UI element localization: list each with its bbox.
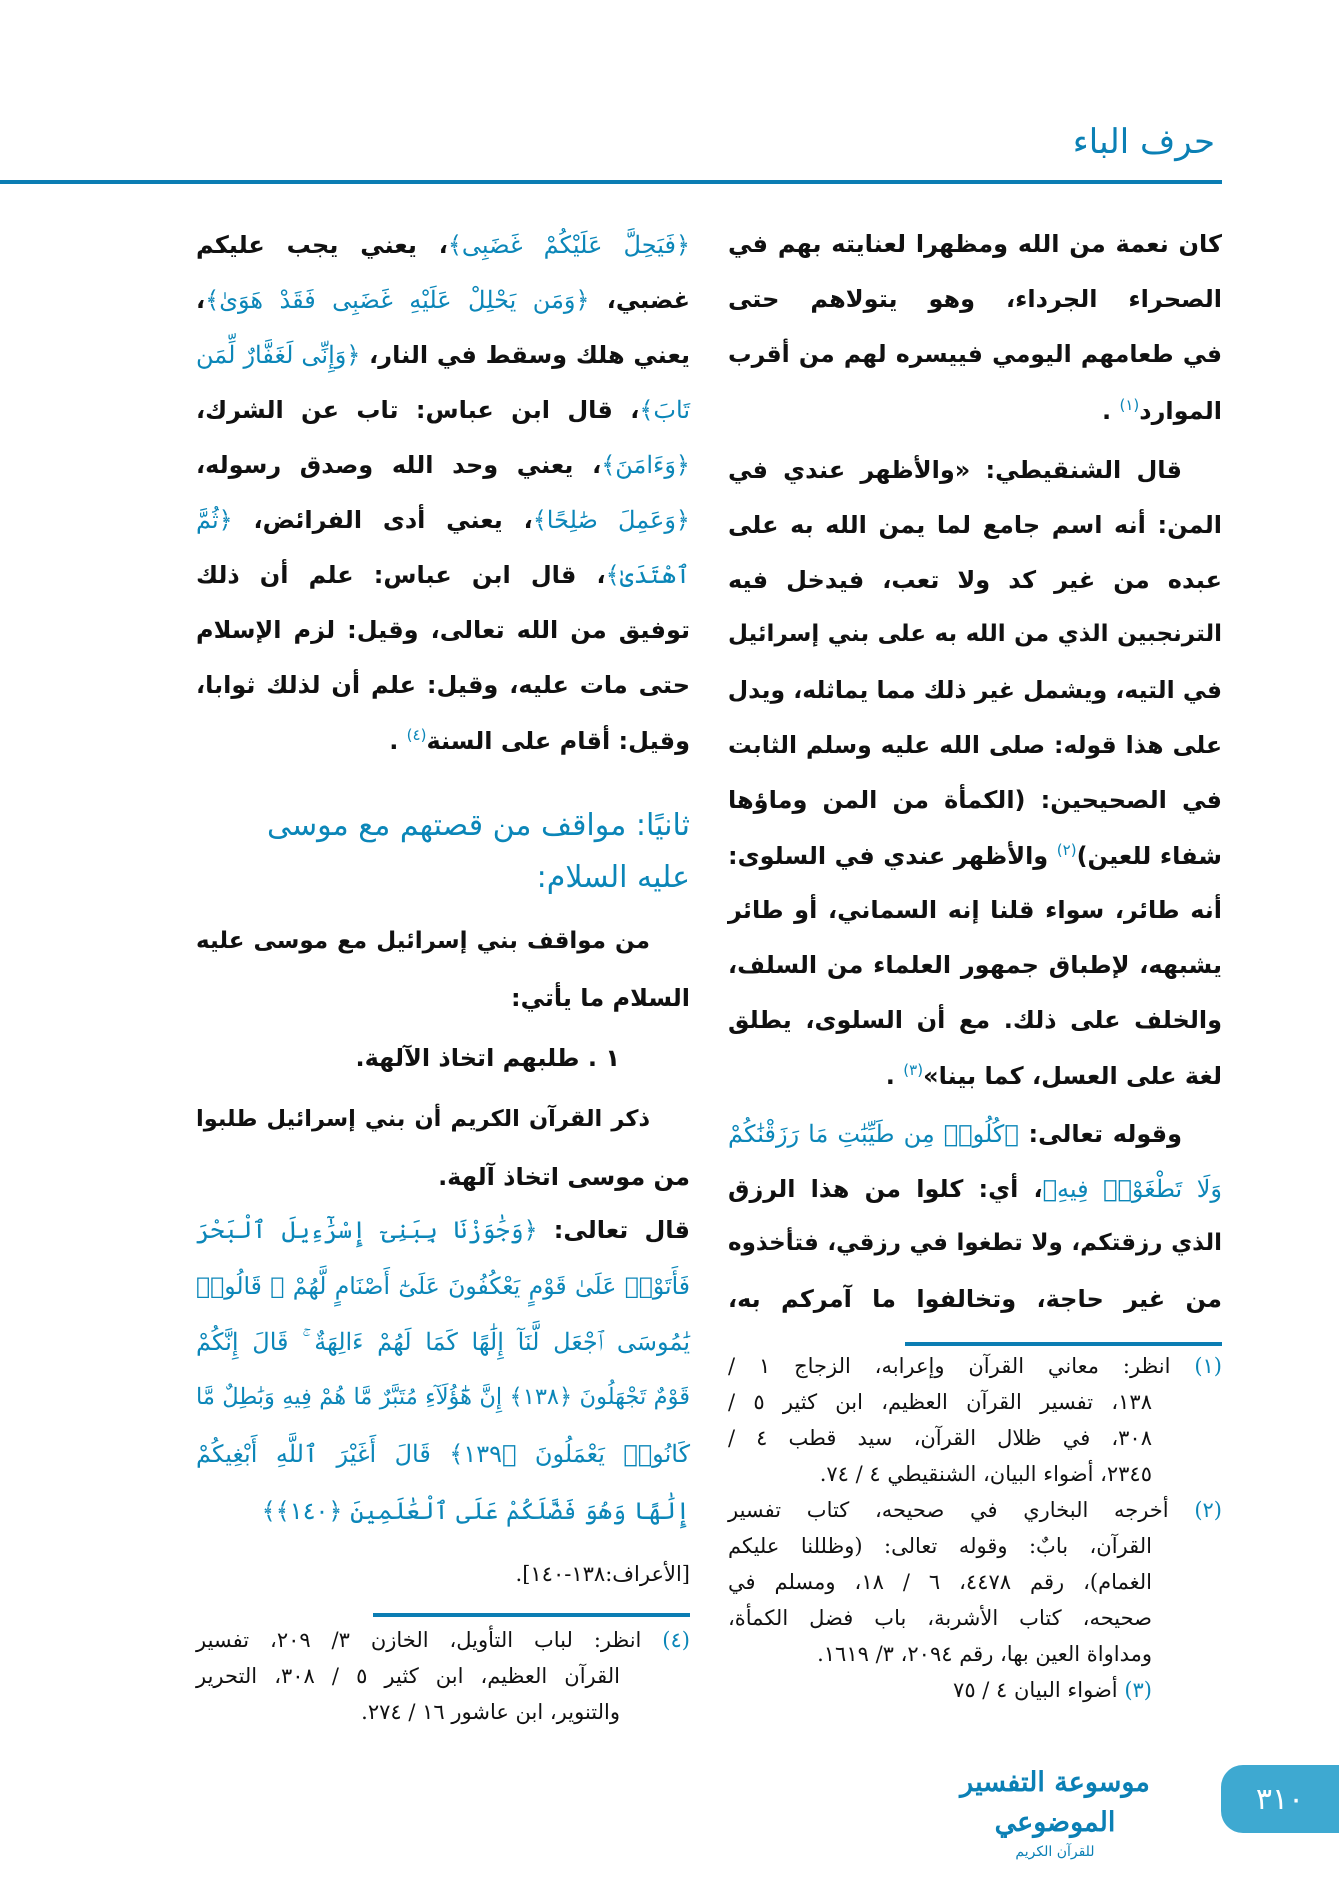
- text-line: [728, 1285, 1222, 1313]
- text-segment: المن: أنه اسم جامع لما يمن الله به على: [728, 511, 1222, 539]
- footnote-separator-left: [373, 1613, 690, 1617]
- footnote-ref[interactable]: (٢): [1056, 841, 1077, 859]
- text-segment: حتى مات عليه، وقيل: علم أن لذلك ثوابا،: [196, 671, 690, 699]
- text-segment: توفيق من الله تعالى، وقيل: لزم الإسلام: [196, 616, 690, 644]
- chapter-title: حرف الباء: [1072, 122, 1215, 162]
- quran-verse: ﴿فَيَحِلَّ عَلَيْكُمْ غَضَبِى﴾: [447, 231, 690, 259]
- quran-verse: ﴿وَإِنِّى لَغَفَّارٌ لِّمَن: [196, 341, 361, 369]
- text-segment: ،: [196, 286, 206, 314]
- footnote-ref[interactable]: (١): [1119, 396, 1140, 414]
- text-segment: قال الشنقيطي: «والأظهر عندي في: [728, 456, 1182, 484]
- text-segment: عبده من غير كد ولا تعب، فيدخل فيه: [728, 566, 1222, 594]
- text-line: [196, 1664, 690, 1688]
- text-segment: والخلف على ذلك. مع أن السلوى، يطلق: [728, 1006, 1222, 1034]
- text-segment: صحيحه، كتاب الأشربة، باب فضل الكمأة،: [728, 1606, 1152, 1630]
- text-segment: والأظهر عندي في السلوى:: [728, 842, 1057, 870]
- quran-verse: وَلَا تَطْغَوْا۟ فِيهِ﴾: [1042, 1175, 1222, 1203]
- text-line: [196, 616, 690, 644]
- text-segment: ، يعني يجب عليكم: [196, 231, 448, 259]
- quran-verse: ﴿وَعَمِلَ صَٰلِحًا﴾: [532, 506, 690, 534]
- text-line: [196, 808, 690, 843]
- footnote-number: (٤): [662, 1628, 690, 1652]
- text-line: [728, 1230, 1222, 1256]
- quran-verse: ﴿وَءَامَنَ﴾: [601, 451, 690, 479]
- text-line: [728, 1570, 1222, 1594]
- text-line: [728, 786, 1222, 814]
- text-line: [196, 1163, 690, 1191]
- text-segment: كان نعمة من الله ومظهرا لعنايته بهم في: [728, 230, 1222, 258]
- text-line: [196, 928, 690, 954]
- text-line: [728, 1120, 1222, 1148]
- text-line: [728, 511, 1222, 539]
- text-segment: في طعامهم اليومي فييسره لهم من أقرب: [728, 340, 1222, 368]
- text-line: [196, 1497, 690, 1525]
- heading-text: ثانيًا: مواقف من قصتهم مع موسى: [267, 808, 690, 843]
- text-line: [196, 1628, 690, 1652]
- text-segment: القرآن، بابٌ: وقوله تعالى: (وظللنا عليكم: [728, 1534, 1152, 1558]
- quran-verse: تَابَ﴾: [639, 396, 690, 424]
- text-segment: من غير حاجة، وتخالفوا ما آمركم به،: [728, 1285, 1222, 1313]
- text-line: [728, 676, 1222, 704]
- text-segment: القرآن العظيم، ابن كثير ٥ / ٣٠٨، التحرير: [196, 1664, 620, 1688]
- text-line: [196, 671, 690, 699]
- quran-verse: ﴿وَجَٰوَزْنَا بِبَنِىٓ إِسْرَٰٓءِيلَ ٱلْبَحْرَ: [196, 1216, 538, 1244]
- text-line: [196, 1272, 690, 1300]
- quran-verse: ﴿كُلُوا۟ مِن طَيِّبَٰتِ مَا رَزَقْنَٰكُمْ: [728, 1120, 1019, 1148]
- text-line: [728, 896, 1222, 924]
- text-line: [728, 1534, 1222, 1558]
- text-segment: ٣٠٨، في ظلال القرآن، سيد قطب ٤ /: [728, 1426, 1152, 1450]
- text-line: [728, 566, 1222, 594]
- heading-text: عليه السلام:: [536, 860, 690, 895]
- footnote-number: (٣): [1124, 1678, 1152, 1702]
- text-line: [728, 1426, 1222, 1450]
- text-segment: في الصحيحين: (الكمأة من المن وماؤها: [728, 786, 1222, 814]
- text-line: [728, 621, 1222, 647]
- text-line: [196, 1328, 690, 1356]
- surah-citation: [الأعراف:١٣٨-١٤٠].: [515, 1562, 690, 1586]
- text-line: [728, 841, 1222, 870]
- text-segment: ١ . طلبهم اتخاذ الآلهة.: [355, 1044, 620, 1072]
- quran-verse: ﴿وَمَن يَحْلِلْ عَلَيْهِ غَضَبِى فَقَدْ هَوَىٰ﴾: [205, 286, 590, 314]
- quran-verse: قَوْمٌ تَجْهَلُونَ ﴿١٣٨﴾ إِنَّ هَٰٓؤُلَآءِ مُتَبَّرٌ مَّا هُمْ فِيهِ وَبَٰطِلٌ مَّا: [196, 1384, 690, 1410]
- text-segment: ١٣٨، تفسير القرآن العظيم، ابن كثير ٥ /: [728, 1390, 1152, 1414]
- footnote-number: (١): [1194, 1354, 1222, 1378]
- text-line: [728, 285, 1222, 313]
- text-segment: شفاء للعين): [1076, 842, 1222, 870]
- text-line: [196, 726, 690, 755]
- text-line: [728, 1642, 1222, 1666]
- text-line: [196, 1700, 690, 1724]
- text-line: [196, 341, 690, 369]
- text-segment: .: [885, 1062, 904, 1090]
- text-segment: السلام ما يأتي:: [511, 984, 690, 1012]
- text-segment: ، قال ابن عباس: علم أن ذلك: [196, 561, 606, 589]
- text-line: [728, 1498, 1222, 1522]
- text-segment: في التيه، ويشمل غير ذلك مما يماثله، ويدل: [727, 676, 1222, 704]
- text-line: [728, 1678, 1222, 1702]
- quran-verse: فَأَتَوْا۟ عَلَىٰ قَوْمٍ يَعْكُفُونَ عَلَىٰٓ أَصْنَامٍ لَّهُمْ ۚ قَالُوا۟: [196, 1272, 690, 1300]
- text-line: [728, 1606, 1222, 1630]
- text-line: [728, 230, 1222, 258]
- text-segment: الصحراء الجرداء، وهو يتولاهم حتى: [728, 285, 1222, 313]
- text-line: [196, 984, 690, 1012]
- text-line: [196, 506, 690, 534]
- text-segment: انظر: لباب التأويل، الخازن ٣/ ٢٠٩، تفسير: [196, 1628, 663, 1652]
- text-line: [196, 396, 690, 424]
- text-line: [728, 1390, 1222, 1414]
- text-line: [728, 951, 1222, 979]
- quran-verse: ﴿ثُمَّ: [196, 506, 233, 534]
- text-segment: ، قال ابن عباس: تاب عن الشرك،: [196, 396, 640, 424]
- text-segment: يعني هلك وسقط في النار،: [360, 341, 690, 369]
- text-segment: الترنجبين الذي من الله به على بني إسرائيل: [728, 621, 1222, 647]
- text-line: [196, 1440, 690, 1468]
- text-segment: الموارد: [1139, 397, 1222, 425]
- text-line: [196, 1106, 690, 1132]
- footnote-separator: [905, 1342, 1222, 1346]
- text-segment: أخرجه البخاري في صحيحه، كتاب تفسير: [728, 1498, 1195, 1522]
- text-line: [728, 1061, 1222, 1090]
- text-line: [728, 456, 1222, 484]
- text-line: [196, 231, 690, 259]
- logo-title: موسوعة التفسير الموضوعي: [960, 1767, 1150, 1838]
- text-segment: الذي رزقتكم، ولا تطغوا في رزقي، فتأخذوه: [728, 1230, 1222, 1256]
- right-column-body: [728, 0, 1222, 1340]
- text-segment: من موسى اتخاذ آلهة.: [438, 1163, 690, 1191]
- text-segment: على هذا قوله: صلى الله عليه وسلم الثابت: [728, 731, 1222, 759]
- text-line: [196, 1044, 690, 1072]
- footnote-ref[interactable]: (٣): [903, 1061, 924, 1079]
- text-line: [728, 340, 1222, 368]
- logo-subtitle: للقرآن الكريم: [1015, 1844, 1095, 1860]
- text-line: [728, 396, 1222, 425]
- page-number: ٣١٠: [1255, 1781, 1305, 1817]
- text-segment: والتنوير، ابن عاشور ١٦ / ٢٧٤.: [361, 1700, 620, 1724]
- text-line: [728, 1175, 1222, 1203]
- text-line: [196, 286, 690, 314]
- text-segment: الغمام)، رقم ٤٤٧٨، ٦ / ١٨، ومسلم في: [728, 1570, 1153, 1594]
- text-segment: ، يعني وحد الله وصدق رسوله،: [196, 451, 602, 479]
- quran-verse: يَٰمُوسَى ٱجْعَل لَّنَآ إِلَٰهًا كَمَا لَهُمْ ءَالِهَةٌ ۚ قَالَ إِنَّكُمْ: [196, 1328, 690, 1356]
- footnote-number: (٢): [1194, 1498, 1222, 1522]
- text-segment: ذكر القرآن الكريم أن بني إسرائيل طلبوا: [196, 1106, 650, 1132]
- text-segment: وقيل: أقام على السنة: [426, 727, 690, 755]
- text-segment: من مواقف بني إسرائيل مع موسى عليه: [196, 928, 650, 954]
- quran-verse: إِلَٰهًا وَهُوَ فَضَّلَكُمْ عَلَى ٱلْعَٰلَمِينَ ﴿١٤٠﴾﴾: [261, 1497, 690, 1525]
- text-segment: ، يعني أدى الفرائض،: [232, 506, 533, 534]
- quran-verse: كَانُوا۟ يَعْمَلُونَ ﴿١٣٩﴾ قَالَ أَغَيْرَ ٱللَّهِ أَبْغِيكُمْ: [196, 1440, 690, 1468]
- encyclopedia-logo: [930, 1763, 1180, 1861]
- text-segment: لغة على العسل، كما بينا»: [923, 1062, 1222, 1090]
- text-segment: ٢٣٤٥، أضواء البيان، الشنقيطي ٤ / ٧٤.: [819, 1462, 1152, 1486]
- text-line: [196, 1384, 690, 1410]
- text-segment: أنه طائر، سواء قلنا إنه السماني، أو طائر: [728, 896, 1222, 924]
- text-line: [196, 561, 690, 589]
- text-line: [196, 1216, 690, 1244]
- text-segment: غضبي،: [589, 286, 690, 314]
- text-segment: .: [389, 727, 407, 755]
- quran-verse: ٱهْتَدَىٰ﴾: [605, 561, 690, 589]
- text-segment: يشبهه، لإطباق جمهور العلماء من السلف،: [728, 951, 1222, 979]
- text-line: [728, 1354, 1222, 1378]
- text-line: [196, 860, 690, 895]
- text-segment: وقوله تعالى:: [1018, 1120, 1183, 1148]
- footnote-ref[interactable]: (٤): [406, 726, 427, 744]
- text-line: [196, 451, 690, 479]
- text-segment: انظر: معاني القرآن وإعرابه، الزجاج ١ /: [728, 1354, 1195, 1378]
- page-number-badge: [1221, 1765, 1339, 1833]
- text-line: [728, 1006, 1222, 1034]
- text-segment: أضواء البيان ٤ / ٧٥: [953, 1678, 1125, 1702]
- text-segment: ، أي: كلوا من هذا الرزق: [728, 1175, 1043, 1203]
- text-segment: .: [1102, 397, 1120, 425]
- text-segment: ومداواة العين بها، رقم ٢٠٩٤، ٣/ ١٦١٩.: [817, 1642, 1152, 1666]
- text-line: [728, 731, 1222, 759]
- text-line: [728, 1462, 1222, 1486]
- text-segment: قال تعالى:: [537, 1216, 690, 1244]
